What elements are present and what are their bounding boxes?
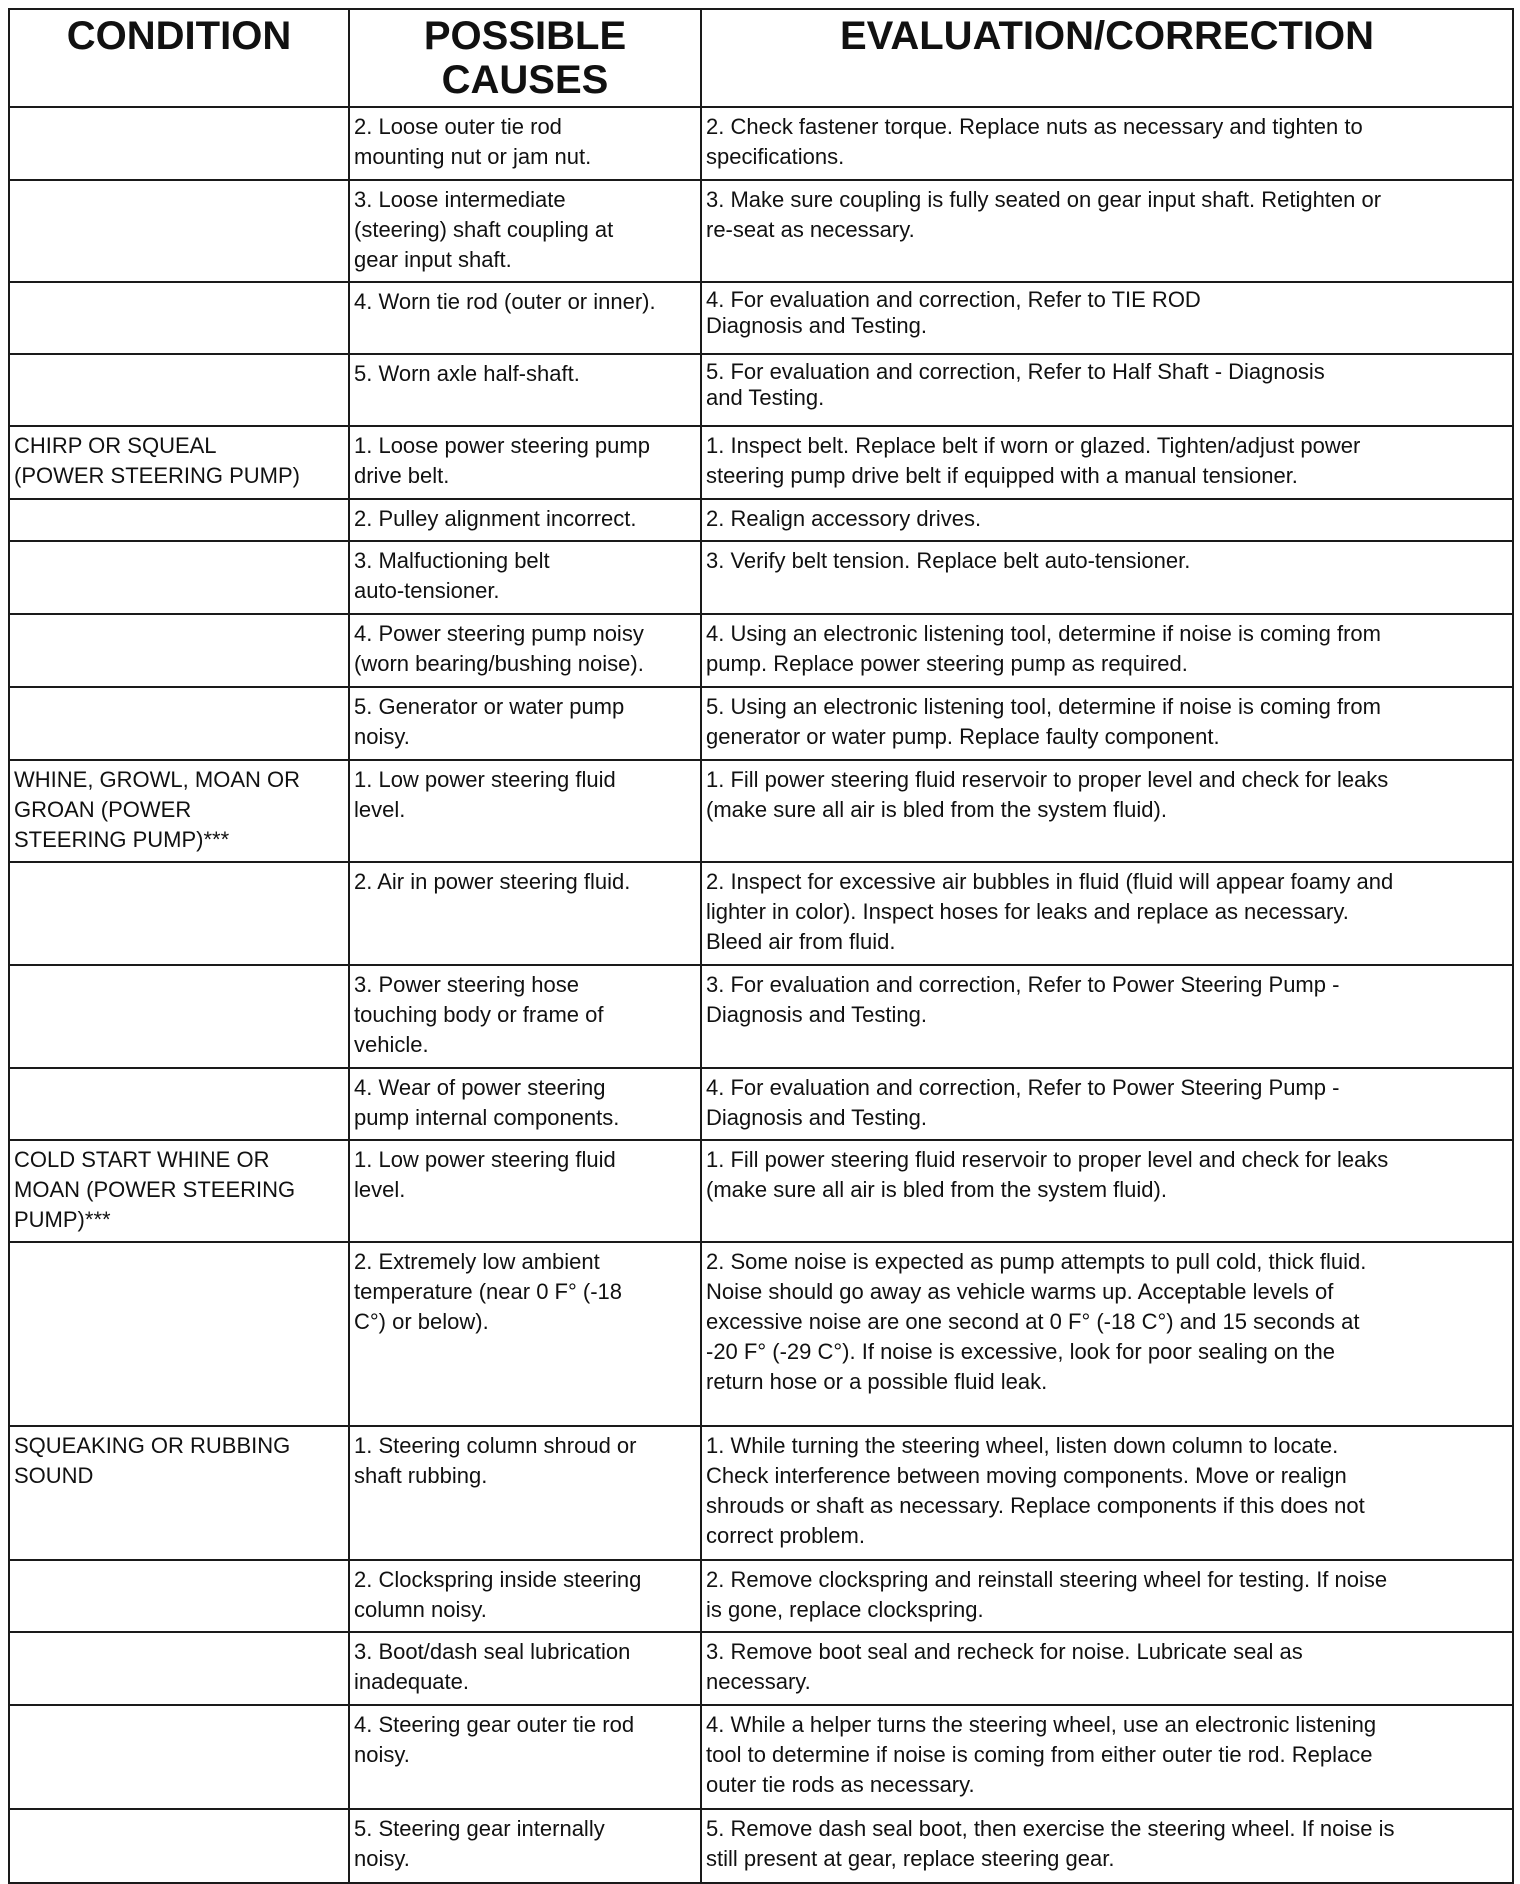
table-row <box>9 426 1513 499</box>
cause-cell: 3. Loose intermediate (steering) shaft coupling at gear input shaft. <box>349 180 701 282</box>
evaluation-cell: 2. Check fastener torque. Replace nuts as necessary and tighten to specifications. <box>701 107 1513 180</box>
table-row <box>9 687 1513 760</box>
table-row <box>9 1560 1513 1632</box>
diagnosis-table <box>8 8 1514 1884</box>
condition-cell <box>9 614 349 687</box>
cause-cell: 5. Steering gear internally noisy. <box>349 1809 701 1883</box>
evaluation-cell: 1. Inspect belt. Replace belt if worn or glazed. Tighten/adjust power steering pump drive belt if equipped with a manual tensioner. <box>701 426 1513 499</box>
cause-cell: 4. Steering gear outer tie rod noisy. <box>349 1705 701 1809</box>
evaluation-cell: 2. Realign accessory drives. <box>701 499 1513 541</box>
cause-cell: 5. Worn axle half-shaft. <box>349 354 701 426</box>
condition-cell <box>9 107 349 180</box>
condition-cell: SQUEAKING OR RUBBING SOUND <box>9 1426 349 1560</box>
table-row <box>9 1242 1513 1426</box>
cause-cell: 2. Extremely low ambient temperature (near 0 F° (-18 C°) or below). <box>349 1242 701 1426</box>
table-row <box>9 107 1513 180</box>
table-row <box>9 1140 1513 1242</box>
condition-cell <box>9 1560 349 1632</box>
table-row <box>9 614 1513 687</box>
table-row <box>9 760 1513 862</box>
table-row <box>9 862 1513 965</box>
table-row <box>9 499 1513 541</box>
table-row <box>9 1632 1513 1705</box>
condition-cell <box>9 965 349 1068</box>
condition-cell <box>9 354 349 426</box>
evaluation-cell: 4. Using an electronic listening tool, determine if noise is coming from pump. Replace power steering pump as required. <box>701 614 1513 687</box>
cause-cell: 1. Low power steering fluid level. <box>349 760 701 862</box>
table-row <box>9 1809 1513 1883</box>
condition-cell <box>9 1242 349 1426</box>
condition-cell <box>9 862 349 965</box>
cause-cell: 1. Low power steering fluid level. <box>349 1140 701 1242</box>
evaluation-cell: 2. Remove clockspring and reinstall steering wheel for testing. If noise is gone, replace clockspring. <box>701 1560 1513 1632</box>
header-possible-causes: POSSIBLE CAUSES <box>349 9 701 107</box>
cause-cell: 3. Boot/dash seal lubrication inadequate. <box>349 1632 701 1705</box>
evaluation-cell: 4. For evaluation and correction, Refer to TIE ROD Diagnosis and Testing. <box>701 282 1513 354</box>
condition-cell <box>9 1809 349 1883</box>
evaluation-cell: 1. While turning the steering wheel, listen down column to locate. Check interference between moving components. Move or realign shrouds or shaft as necessary. Replace components if this does not correct problem. <box>701 1426 1513 1560</box>
header-condition: CONDITION <box>9 9 349 107</box>
cause-cell: 4. Wear of power steering pump internal components. <box>349 1068 701 1140</box>
evaluation-cell: 3. Verify belt tension. Replace belt auto-tensioner. <box>701 541 1513 614</box>
cause-cell: 4. Power steering pump noisy (worn bearing/bushing noise). <box>349 614 701 687</box>
header-evaluation-correction: EVALUATION/CORRECTION <box>701 9 1513 107</box>
condition-cell <box>9 687 349 760</box>
table-row <box>9 354 1513 426</box>
condition-cell <box>9 282 349 354</box>
table-row <box>9 1426 1513 1560</box>
condition-cell <box>9 499 349 541</box>
table-row <box>9 1705 1513 1809</box>
evaluation-cell: 5. Using an electronic listening tool, determine if noise is coming from generator or water pump. Replace faulty component. <box>701 687 1513 760</box>
cause-cell: 3. Malfuctioning belt auto-tensioner. <box>349 541 701 614</box>
diagnosis-page <box>8 8 1512 1871</box>
evaluation-cell: 4. For evaluation and correction, Refer to Power Steering Pump - Diagnosis and Testing. <box>701 1068 1513 1140</box>
cause-cell: 2. Loose outer tie rod mounting nut or jam nut. <box>349 107 701 180</box>
table-row <box>9 1068 1513 1140</box>
cause-cell: 5. Generator or water pump noisy. <box>349 687 701 760</box>
cause-cell: 2. Air in power steering fluid. <box>349 862 701 965</box>
cause-cell: 1. Steering column shroud or shaft rubbing. <box>349 1426 701 1560</box>
evaluation-cell: 5. Remove dash seal boot, then exercise the steering wheel. If noise is still present at gear, replace steering gear. <box>701 1809 1513 1883</box>
condition-cell <box>9 1632 349 1705</box>
cause-cell: 2. Clockspring inside steering column noisy. <box>349 1560 701 1632</box>
evaluation-cell: 5. For evaluation and correction, Refer to Half Shaft - Diagnosis and Testing. <box>701 354 1513 426</box>
condition-cell: CHIRP OR SQUEAL (POWER STEERING PUMP) <box>9 426 349 499</box>
cause-cell: 1. Loose power steering pump drive belt. <box>349 426 701 499</box>
condition-cell <box>9 541 349 614</box>
cause-cell: 3. Power steering hose touching body or frame of vehicle. <box>349 965 701 1068</box>
table-row <box>9 180 1513 282</box>
evaluation-cell: 3. For evaluation and correction, Refer to Power Steering Pump - Diagnosis and Testing. <box>701 965 1513 1068</box>
table-row <box>9 541 1513 614</box>
evaluation-cell: 3. Remove boot seal and recheck for noise. Lubricate seal as necessary. <box>701 1632 1513 1705</box>
condition-cell: COLD START WHINE OR MOAN (POWER STEERING PUMP)*** <box>9 1140 349 1242</box>
condition-cell <box>9 180 349 282</box>
header-row <box>9 9 1513 107</box>
evaluation-cell: 2. Inspect for excessive air bubbles in fluid (fluid will appear foamy and lighter in color). Inspect hoses for leaks and replace as necessary. Bleed air from fluid. <box>701 862 1513 965</box>
table-row <box>9 965 1513 1068</box>
table-row <box>9 282 1513 354</box>
condition-cell <box>9 1705 349 1809</box>
evaluation-cell: 4. While a helper turns the steering wheel, use an electronic listening tool to determine if noise is coming from either outer tie rod. Replace outer tie rods as necessary. <box>701 1705 1513 1809</box>
cause-cell: 2. Pulley alignment incorrect. <box>349 499 701 541</box>
evaluation-cell: 1. Fill power steering fluid reservoir to proper level and check for leaks (make sure all air is bled from the system fluid). <box>701 1140 1513 1242</box>
evaluation-cell: 1. Fill power steering fluid reservoir to proper level and check for leaks (make sure all air is bled from the system fluid). <box>701 760 1513 862</box>
evaluation-cell: 2. Some noise is expected as pump attempts to pull cold, thick fluid. Noise should go away as vehicle warms up. Acceptable levels of excessive noise are one second at 0 F° (-18 C°) and 15 seconds at -20 F° (-29 C°). If noise is excessive, look for poor sealing on the return hose or a possible fluid leak. <box>701 1242 1513 1426</box>
evaluation-cell: 3. Make sure coupling is fully seated on gear input shaft. Retighten or re-seat as necessary. <box>701 180 1513 282</box>
condition-cell: WHINE, GROWL, MOAN OR GROAN (POWER STEERING PUMP)*** <box>9 760 349 862</box>
cause-cell: 4. Worn tie rod (outer or inner). <box>349 282 701 354</box>
condition-cell <box>9 1068 349 1140</box>
